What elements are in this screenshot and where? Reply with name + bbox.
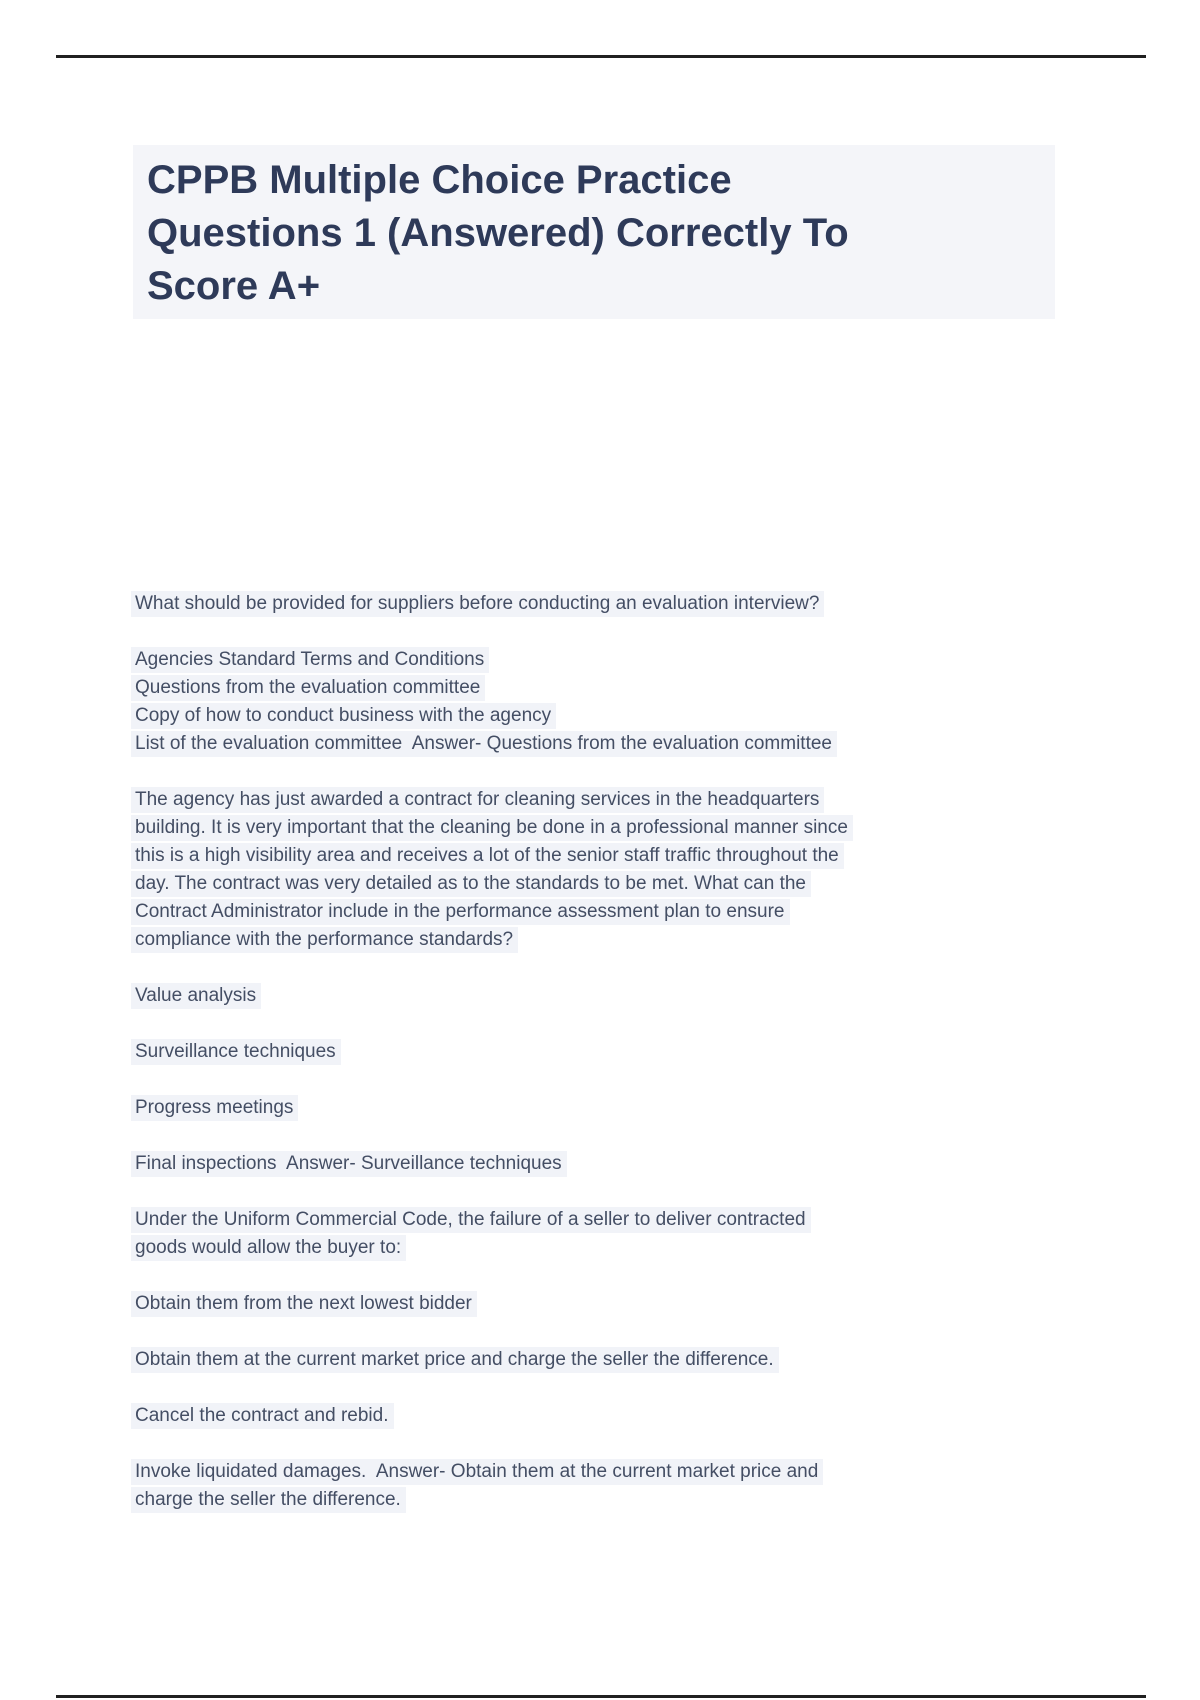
document-title — [133, 145, 1055, 319]
text-block — [135, 590, 1085, 618]
text-block — [135, 1150, 1085, 1178]
text-line — [135, 1290, 1085, 1318]
text-line-highlight: compliance with the performance standards? — [131, 927, 518, 953]
text-block — [135, 1094, 1085, 1122]
text-line — [135, 1150, 1085, 1178]
text-line — [135, 982, 1085, 1010]
text-line — [135, 1458, 1085, 1486]
text-line-highlight: List of the evaluation committee Answer- Questions from the evaluation committee — [131, 731, 837, 757]
text-block — [135, 786, 1085, 954]
text-line — [135, 870, 1085, 898]
text-line — [135, 1486, 1085, 1514]
text-line-highlight: day. The contract was very detailed as to the standards to be met. What can the — [131, 871, 811, 897]
text-line-highlight: What should be provided for suppliers before conducting an evaluation interview? — [131, 591, 824, 617]
title-line: Score A+ — [147, 264, 321, 308]
text-block — [135, 1402, 1085, 1430]
text-line — [135, 730, 1085, 758]
text-block — [135, 1206, 1085, 1262]
text-line-highlight: charge the seller the difference. — [131, 1487, 406, 1513]
text-line — [135, 1094, 1085, 1122]
text-line — [135, 842, 1085, 870]
text-line-highlight: Invoke liquidated damages. Answer- Obtain them at the current market price and — [131, 1459, 823, 1485]
document-body — [135, 590, 1085, 1542]
text-line-highlight: goods would allow the buyer to: — [131, 1235, 406, 1261]
text-line-highlight: Obtain them at the current market price and charge the seller the difference. — [131, 1347, 779, 1373]
text-line — [135, 646, 1085, 674]
text-line — [135, 1346, 1085, 1374]
title-line: Questions 1 (Answered) Correctly To — [147, 211, 849, 255]
text-line-highlight: Obtain them from the next lowest bidder — [131, 1291, 477, 1317]
text-line — [135, 926, 1085, 954]
text-line-highlight: Value analysis — [131, 983, 261, 1009]
text-line-highlight: Surveillance techniques — [131, 1039, 341, 1065]
text-line-highlight: Agencies Standard Terms and Conditions — [131, 647, 489, 673]
text-line — [135, 1402, 1085, 1430]
text-line — [135, 1234, 1085, 1262]
text-line — [135, 674, 1085, 702]
text-line-highlight: The agency has just awarded a contract for cleaning services in the headquarters — [131, 787, 824, 813]
text-line — [135, 1038, 1085, 1066]
text-line-highlight: Cancel the contract and rebid. — [131, 1403, 394, 1429]
text-line — [135, 590, 1085, 618]
text-line-highlight: Progress meetings — [131, 1095, 298, 1121]
text-block — [135, 1458, 1085, 1514]
text-line — [135, 702, 1085, 730]
text-line — [135, 786, 1085, 814]
text-block — [135, 1290, 1085, 1318]
text-line-highlight: Contract Administrator include in the performance assessment plan to ensure — [131, 899, 790, 925]
bottom-rule-divider — [56, 1695, 1146, 1698]
text-line-highlight: Final inspections Answer- Surveillance techniques — [131, 1151, 567, 1177]
text-block — [135, 982, 1085, 1010]
text-block — [135, 1038, 1085, 1066]
text-line-highlight: Questions from the evaluation committee — [131, 675, 485, 701]
text-line — [135, 1206, 1085, 1234]
text-line-highlight: building. It is very important that the cleaning be done in a professional manner since — [131, 815, 853, 841]
top-rule-divider — [56, 55, 1146, 58]
text-line-highlight: Copy of how to conduct business with the agency — [131, 703, 556, 729]
text-line-highlight: Under the Uniform Commercial Code, the failure of a seller to deliver contracted — [131, 1207, 811, 1233]
text-line — [135, 814, 1085, 842]
text-line — [135, 898, 1085, 926]
title-line: CPPB Multiple Choice Practice — [147, 158, 732, 202]
text-block — [135, 1346, 1085, 1374]
text-block — [135, 646, 1085, 758]
text-line-highlight: this is a high visibility area and receives a lot of the senior staff traffic throughout the — [131, 843, 844, 869]
